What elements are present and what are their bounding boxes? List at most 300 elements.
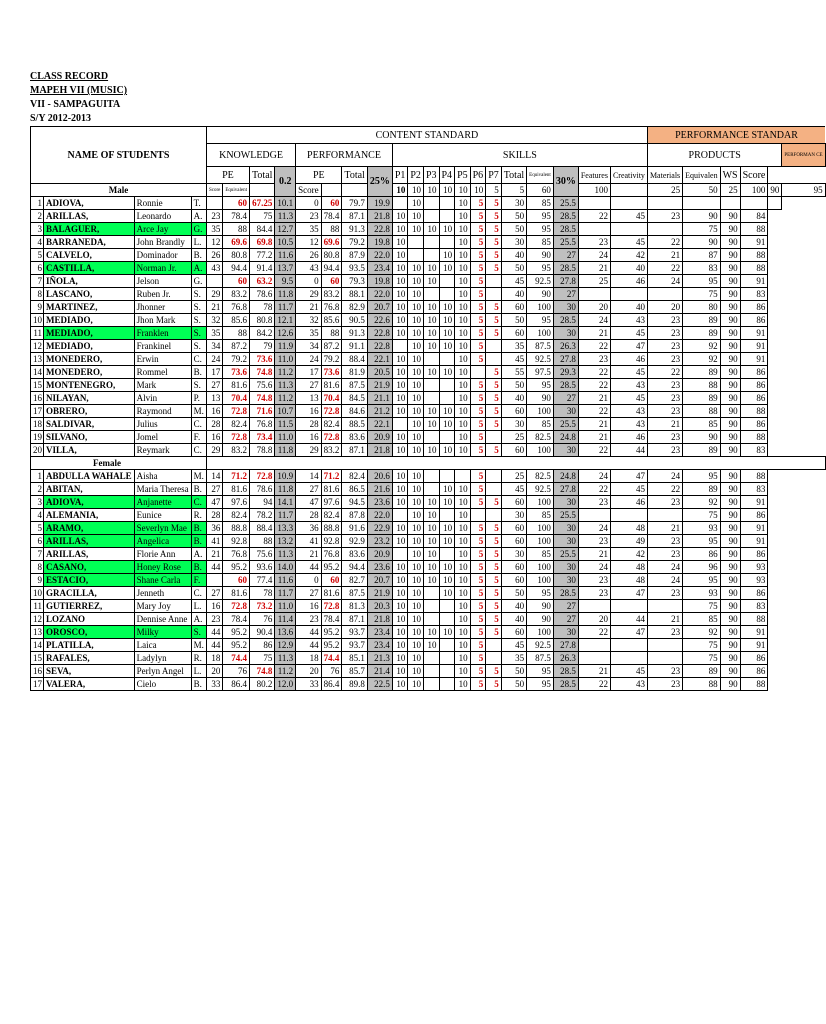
grade-cell xyxy=(392,197,408,210)
student-row[interactable] xyxy=(31,405,826,418)
student-number: 2 xyxy=(31,483,44,496)
grade-cell: 90 xyxy=(720,587,740,600)
grade-cell: 80.8 xyxy=(223,249,250,262)
grade-cell: 5 xyxy=(486,197,502,210)
grade-cell: 10 xyxy=(408,379,424,392)
grade-cell: 11.0 xyxy=(275,353,296,366)
grade-cell xyxy=(683,197,720,210)
grade-cell: 11.7 xyxy=(275,301,296,314)
student-first-name: John Brandly xyxy=(134,236,191,249)
grade-cell: 91 xyxy=(740,535,768,548)
grade-cell: 60 xyxy=(501,301,526,314)
grade-cell: 23 xyxy=(647,548,682,561)
grade-cell: 27 xyxy=(553,249,578,262)
grade-cell xyxy=(439,236,455,249)
grade-cell: 5 xyxy=(470,652,486,665)
grade-cell: 10 xyxy=(455,249,471,262)
grade-cell: 81.6 xyxy=(321,587,342,600)
grade-cell: 10 xyxy=(455,314,471,327)
grade-cell: 24 xyxy=(578,522,610,535)
student-row[interactable] xyxy=(31,288,826,301)
grade-cell: 5 xyxy=(470,275,486,288)
student-row[interactable] xyxy=(31,483,826,496)
grade-cell: 21.4 xyxy=(367,665,392,678)
student-last-name: RAFALES, xyxy=(44,652,135,665)
grade-cell: 10 xyxy=(392,483,408,496)
grade-cell: 86 xyxy=(740,548,768,561)
student-number: 20 xyxy=(31,444,44,457)
male-label: Male xyxy=(31,184,207,197)
grade-cell: 48 xyxy=(610,522,647,535)
grade-cell: 90 xyxy=(720,548,740,561)
student-middle-initial: L. xyxy=(191,665,206,678)
grade-cell: 91 xyxy=(740,340,768,353)
grade-cell: 90 xyxy=(527,288,554,301)
grade-cell: 89 xyxy=(683,327,720,340)
grade-cell: 5 xyxy=(486,665,502,678)
grade-cell: 10 xyxy=(392,626,408,639)
grade-cell: 46 xyxy=(610,496,647,509)
grade-cell: 10 xyxy=(455,509,471,522)
grade-cell: 10 xyxy=(423,301,439,314)
grade-cell: 10 xyxy=(439,561,455,574)
grade-cell: 11.2 xyxy=(275,665,296,678)
grade-cell: 81.9 xyxy=(342,366,367,379)
grade-cell: 10 xyxy=(455,236,471,249)
grade-cell: 27 xyxy=(206,483,222,496)
grade-cell: 91 xyxy=(740,275,768,288)
student-row[interactable] xyxy=(31,535,826,548)
grade-cell xyxy=(439,678,455,691)
grade-cell: 10 xyxy=(455,431,471,444)
grade-cell: 72.8 xyxy=(223,600,250,613)
grade-cell: 90 xyxy=(720,236,740,249)
grade-cell: 91 xyxy=(740,626,768,639)
grade-cell: 10 xyxy=(392,639,408,652)
grade-cell: 5 xyxy=(470,535,486,548)
student-last-name: ABDULLA WAHALE xyxy=(44,470,135,483)
grade-cell: 10 xyxy=(455,496,471,509)
grade-cell: 10 xyxy=(392,587,408,600)
student-last-name: MARTINEZ, xyxy=(44,301,135,314)
grade-cell: 87.5 xyxy=(342,587,367,600)
student-row[interactable] xyxy=(31,223,826,236)
grade-cell: 10 xyxy=(408,262,424,275)
grade-cell: 28 xyxy=(296,418,322,431)
grade-cell: 10 xyxy=(408,613,424,626)
student-row[interactable] xyxy=(31,314,826,327)
grade-cell: 81.6 xyxy=(223,587,250,600)
grade-cell: 28.5 xyxy=(553,314,578,327)
grade-cell: 10 xyxy=(408,431,424,444)
grade-cell: 86 xyxy=(740,665,768,678)
grade-cell: 10 xyxy=(455,548,471,561)
grade-cell: 60 xyxy=(501,496,526,509)
student-row[interactable] xyxy=(31,301,826,314)
student-row[interactable] xyxy=(31,262,826,275)
student-row[interactable] xyxy=(31,548,826,561)
grade-cell: 30 xyxy=(501,418,526,431)
grade-cell: 40 xyxy=(501,613,526,626)
grade-cell: 45 xyxy=(501,639,526,652)
grade-cell: 21 xyxy=(578,327,610,340)
grade-cell: 48 xyxy=(610,561,647,574)
grade-cell: 86 xyxy=(740,379,768,392)
grade-cell: 86.5 xyxy=(342,483,367,496)
student-row[interactable] xyxy=(31,210,826,223)
grade-cell: 29.3 xyxy=(553,366,578,379)
student-row[interactable] xyxy=(31,678,826,691)
student-row[interactable] xyxy=(31,574,826,587)
student-first-name: Shane Carla xyxy=(134,574,191,587)
student-first-name: Erwin xyxy=(134,353,191,366)
grade-cell: 5 xyxy=(470,587,486,600)
grade-cell: 88 xyxy=(223,223,250,236)
student-row[interactable] xyxy=(31,353,826,366)
student-last-name: MONTENEGRO, xyxy=(44,379,135,392)
grade-cell: 50 xyxy=(501,262,526,275)
student-middle-initial: C. xyxy=(191,496,206,509)
grade-cell: 10 xyxy=(392,327,408,340)
student-row[interactable] xyxy=(31,392,826,405)
grade-cell xyxy=(647,652,682,665)
student-row[interactable] xyxy=(31,626,826,639)
student-row[interactable] xyxy=(31,587,826,600)
student-middle-initial: S. xyxy=(191,340,206,353)
student-row[interactable] xyxy=(31,522,826,535)
grade-cell: 21.3 xyxy=(367,652,392,665)
student-middle-initial: A. xyxy=(191,613,206,626)
student-first-name: Laica xyxy=(134,639,191,652)
student-number: 1 xyxy=(31,197,44,210)
grade-cell: 10.9 xyxy=(275,470,296,483)
grade-cell: 76.8 xyxy=(223,301,250,314)
grade-cell: 93.7 xyxy=(342,626,367,639)
grade-cell xyxy=(610,652,647,665)
grade-cell: 23.4 xyxy=(367,262,392,275)
grade-cell: 47 xyxy=(206,496,222,509)
grade-cell: 79 xyxy=(250,340,275,353)
grade-cell: 10 xyxy=(455,301,471,314)
school-year-label: S/Y 2012-2013 xyxy=(30,113,92,124)
student-row[interactable] xyxy=(31,275,826,288)
grade-cell: 60 xyxy=(501,327,526,340)
student-number: 5 xyxy=(31,249,44,262)
student-row[interactable] xyxy=(31,340,826,353)
grade-cell: 20.7 xyxy=(367,301,392,314)
grade-cell: 10 xyxy=(423,574,439,587)
grade-cell xyxy=(439,600,455,613)
grade-cell: 5 xyxy=(470,639,486,652)
grade-cell: 10 xyxy=(455,665,471,678)
grade-cell: 40 xyxy=(501,249,526,262)
grade-cell: 10 xyxy=(423,535,439,548)
hps-features: 25 xyxy=(647,184,682,197)
grade-cell: 20.5 xyxy=(367,366,392,379)
student-first-name: Eunice xyxy=(134,509,191,522)
grade-cell: 23.2 xyxy=(367,535,392,548)
hps-score: 95 xyxy=(782,184,825,197)
grade-cell: 35 xyxy=(296,327,322,340)
grade-cell: 95 xyxy=(683,535,720,548)
grade-cell: 87.5 xyxy=(527,340,554,353)
student-last-name: CALVELO, xyxy=(44,249,135,262)
grade-cell: 86 xyxy=(740,301,768,314)
grade-cell: 76.8 xyxy=(321,301,342,314)
student-row[interactable] xyxy=(31,652,826,665)
percent25-header: 25% xyxy=(367,167,392,197)
weight-header: 0.2 xyxy=(275,167,296,197)
grade-cell: 85 xyxy=(527,197,554,210)
grade-cell xyxy=(578,639,610,652)
student-last-name: ALEMANIA, xyxy=(44,509,135,522)
grade-cell: 22 xyxy=(578,483,610,496)
grade-cell: 76 xyxy=(321,665,342,678)
grade-cell: 92.8 xyxy=(321,535,342,548)
grade-cell: 81.6 xyxy=(223,483,250,496)
grade-cell: 90 xyxy=(720,379,740,392)
grade-cell: 22 xyxy=(578,626,610,639)
grade-cell: 21 xyxy=(296,548,322,561)
grade-cell: 50 xyxy=(501,314,526,327)
score-perf-subheader: Score xyxy=(296,184,322,197)
grade-cell: 22 xyxy=(647,366,682,379)
grade-cell: 25.5 xyxy=(553,197,578,210)
student-number: 9 xyxy=(31,574,44,587)
grade-cell: 92 xyxy=(683,626,720,639)
grade-cell: 100 xyxy=(527,405,554,418)
total-perf-header: Total xyxy=(342,167,367,184)
student-row[interactable] xyxy=(31,327,826,340)
grade-cell: 88 xyxy=(740,249,768,262)
grade-cell: 20 xyxy=(578,301,610,314)
student-row[interactable] xyxy=(31,197,826,210)
student-middle-initial: A. xyxy=(191,548,206,561)
student-number: 15 xyxy=(31,652,44,665)
grade-cell: 80 xyxy=(683,301,720,314)
student-middle-initial: C. xyxy=(191,418,206,431)
student-row[interactable] xyxy=(31,444,826,457)
grade-cell: 94.4 xyxy=(223,262,250,275)
student-number: 1 xyxy=(31,470,44,483)
grade-cell: 74.8 xyxy=(250,366,275,379)
grade-cell: 86.4 xyxy=(223,678,250,691)
grade-cell xyxy=(392,340,408,353)
grade-cell: 24 xyxy=(296,353,322,366)
grade-cell: 5 xyxy=(470,210,486,223)
grade-cell: 10 xyxy=(408,314,424,327)
grade-cell: 22 xyxy=(578,405,610,418)
grade-table xyxy=(30,126,826,691)
grade-cell: 23 xyxy=(206,613,222,626)
student-middle-initial: T. xyxy=(191,197,206,210)
grade-cell: 78.2 xyxy=(250,509,275,522)
grade-cell: 95 xyxy=(527,210,554,223)
grade-cell: 10 xyxy=(439,418,455,431)
grade-cell: 81.6 xyxy=(321,379,342,392)
grade-cell: 87.5 xyxy=(342,379,367,392)
grade-cell: 90 xyxy=(720,418,740,431)
student-row[interactable] xyxy=(31,509,826,522)
grade-cell: 35 xyxy=(501,340,526,353)
grade-cell: 10 xyxy=(408,327,424,340)
grade-cell: 13.3 xyxy=(275,522,296,535)
grade-cell: 10 xyxy=(439,366,455,379)
grade-cell: 5 xyxy=(470,496,486,509)
total-skills-header: Total xyxy=(501,167,526,184)
grade-cell: 95 xyxy=(527,665,554,678)
grade-cell: 10 xyxy=(392,574,408,587)
student-number: 13 xyxy=(31,353,44,366)
grade-cell: 14 xyxy=(296,470,322,483)
grade-cell: 5 xyxy=(486,379,502,392)
grade-cell: 73.4 xyxy=(250,431,275,444)
grade-cell: 50 xyxy=(501,223,526,236)
grade-cell: 10 xyxy=(439,574,455,587)
grade-cell: 10 xyxy=(439,301,455,314)
student-number: 17 xyxy=(31,678,44,691)
student-row[interactable] xyxy=(31,639,826,652)
student-last-name: OROSCO, xyxy=(44,626,135,639)
grade-cell: 91 xyxy=(740,496,768,509)
grade-cell: 10 xyxy=(455,210,471,223)
student-last-name: ARAMO, xyxy=(44,522,135,535)
grade-cell: 24 xyxy=(647,275,682,288)
student-last-name: SEVA, xyxy=(44,665,135,678)
student-first-name: Jelson xyxy=(134,275,191,288)
grade-cell: 88 xyxy=(321,327,342,340)
grade-cell: 14.0 xyxy=(275,561,296,574)
student-middle-initial: B. xyxy=(191,249,206,262)
grade-cell: 90 xyxy=(720,353,740,366)
grade-cell: 100 xyxy=(527,444,554,457)
student-last-name: ARILLAS, xyxy=(44,548,135,561)
grade-cell: 10 xyxy=(408,340,424,353)
grade-cell: 10 xyxy=(408,405,424,418)
grade-cell: 94.4 xyxy=(342,561,367,574)
hps-materials: 25 xyxy=(720,184,740,197)
grade-cell xyxy=(647,288,682,301)
grade-cell xyxy=(486,639,502,652)
student-middle-initial: S. xyxy=(191,327,206,340)
products-header: PRODUCTS xyxy=(647,144,781,167)
grade-cell xyxy=(740,197,768,210)
student-row[interactable] xyxy=(31,561,826,574)
grade-cell xyxy=(720,197,740,210)
grade-cell: 79.3 xyxy=(342,275,367,288)
grade-cell: 13.2 xyxy=(275,535,296,548)
grade-cell: 83.6 xyxy=(342,431,367,444)
student-first-name: Perlyn Angel xyxy=(134,665,191,678)
grade-cell: 91 xyxy=(740,236,768,249)
grade-cell xyxy=(206,197,222,210)
grade-cell: 92.5 xyxy=(527,639,554,652)
student-row[interactable] xyxy=(31,613,826,626)
student-row[interactable] xyxy=(31,665,826,678)
student-row[interactable] xyxy=(31,496,826,509)
grade-cell: 90 xyxy=(720,509,740,522)
grade-cell: 5 xyxy=(470,353,486,366)
grade-cell: 11.7 xyxy=(275,587,296,600)
grade-cell: 30 xyxy=(553,327,578,340)
grade-cell: 42 xyxy=(610,548,647,561)
grade-cell: 79.2 xyxy=(223,353,250,366)
grade-cell: 87.1 xyxy=(342,210,367,223)
student-number: 10 xyxy=(31,587,44,600)
student-row[interactable] xyxy=(31,418,826,431)
hps-p7: 5 xyxy=(486,184,502,197)
grade-cell: 75 xyxy=(683,600,720,613)
grade-cell xyxy=(439,509,455,522)
student-row[interactable] xyxy=(31,236,826,249)
grade-cell xyxy=(486,509,502,522)
student-first-name: Cielo xyxy=(134,678,191,691)
grade-cell: 10 xyxy=(455,405,471,418)
grade-cell: 93 xyxy=(683,587,720,600)
grade-cell: 25 xyxy=(501,470,526,483)
student-last-name: GRACILLA, xyxy=(44,587,135,600)
grade-cell: 14 xyxy=(206,470,222,483)
grade-cell xyxy=(423,353,439,366)
grade-cell: 43 xyxy=(296,262,322,275)
grade-cell: 28.5 xyxy=(553,379,578,392)
student-first-name: Ladylyn xyxy=(134,652,191,665)
student-last-name: MEDIADO, xyxy=(44,340,135,353)
grade-cell: 19.8 xyxy=(367,236,392,249)
student-first-name: Jenneth xyxy=(134,587,191,600)
grade-cell: 5 xyxy=(486,535,502,548)
grade-cell: 88.4 xyxy=(342,353,367,366)
grade-cell: 10 xyxy=(423,340,439,353)
grade-cell: 10 xyxy=(455,678,471,691)
grade-cell: 13.6 xyxy=(275,626,296,639)
grade-cell: 23.6 xyxy=(367,496,392,509)
student-row[interactable] xyxy=(31,379,826,392)
grade-cell: 5 xyxy=(486,678,502,691)
grade-cell: 41 xyxy=(296,535,322,548)
student-row[interactable] xyxy=(31,366,826,379)
grade-cell: 35 xyxy=(296,223,322,236)
grade-cell: 89 xyxy=(683,444,720,457)
grade-cell: 22.9 xyxy=(367,522,392,535)
student-row[interactable] xyxy=(31,431,826,444)
grade-cell: 75 xyxy=(683,288,720,301)
grade-cell: 95.2 xyxy=(321,561,342,574)
grade-cell: 90 xyxy=(720,262,740,275)
grade-cell: 73.6 xyxy=(250,353,275,366)
pe-perf-header: PE xyxy=(296,167,342,184)
equivalen-header: Equivalen xyxy=(683,167,720,184)
student-row[interactable] xyxy=(31,600,826,613)
grade-cell: 5 xyxy=(470,613,486,626)
student-first-name: Angelica xyxy=(134,535,191,548)
grade-cell: 45 xyxy=(501,353,526,366)
student-row[interactable] xyxy=(31,470,826,483)
student-row[interactable] xyxy=(31,249,826,262)
student-number: 3 xyxy=(31,223,44,236)
grade-cell: 63.2 xyxy=(250,275,275,288)
grade-cell: 87.2 xyxy=(223,340,250,353)
grade-cell xyxy=(578,197,610,210)
grade-cell: 95.2 xyxy=(223,626,250,639)
grade-cell: 90 xyxy=(683,210,720,223)
grade-cell: 30 xyxy=(553,496,578,509)
grade-cell: 85 xyxy=(683,613,720,626)
grade-cell: 85.6 xyxy=(321,314,342,327)
grade-cell: 90 xyxy=(527,600,554,613)
grade-cell: 86 xyxy=(740,418,768,431)
grade-cell: 12 xyxy=(206,236,222,249)
